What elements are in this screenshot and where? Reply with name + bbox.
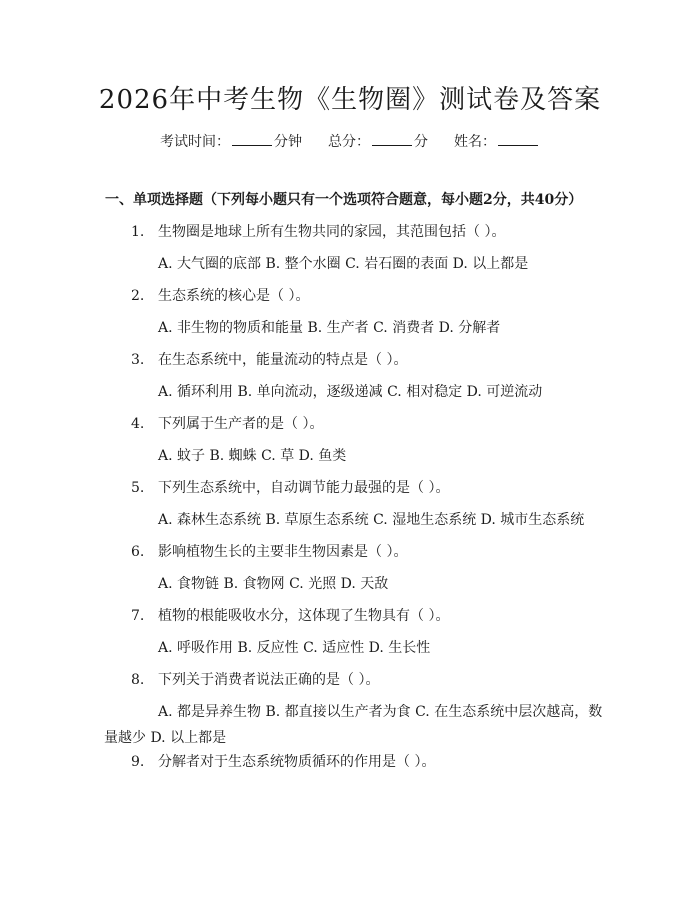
score-blank [372,131,412,146]
page-title: 2026年中考生物《生物圈》测试卷及答案 [98,85,602,115]
question-text: 下列属于生产者的是（ ）。 [158,416,324,432]
question-options: A. 食物链 B. 食物网 C. 光照 D. 天敌 [158,576,389,592]
time-label: 考试时间： [160,134,230,150]
question-options: A. 大气圈的底部 B. 整个水圈 C. 岩石圈的表面 D. 以上都是 [158,256,529,272]
question-options: A. 森林生态系统 B. 草原生态系统 C. 湿地生态系统 D. 城市生态系统 [158,512,585,528]
exam-meta-line [0,131,700,152]
section-heading: 一、单项选择题（下列每小题只有一个选项符合题意，每小题2分，共40分） [105,192,583,208]
question-options: A. 非生物的物质和能量 B. 生产者 C. 消费者 D. 分解者 [158,320,501,336]
question-number: 8. [131,672,145,688]
time-unit: 分钟 [274,134,302,150]
question-text: 分解者对于生态系统物质循环的作用是（ ）。 [158,754,436,770]
question-stem [131,413,631,435]
score-unit: 分 [414,134,428,150]
question-number: 6. [131,544,145,560]
question-number: 5. [131,480,145,496]
question-text: 在生态系统中，能量流动的特点是（ ）。 [158,352,408,368]
time-blank [232,131,272,146]
question-text: 影响植物生长的主要非生物因素是（ ）。 [158,544,408,560]
question-number: 4. [131,416,145,432]
question-text: 下列关于消费者说法正确的是（ ）。 [158,672,380,688]
question-number: 3. [131,352,145,368]
question-number: 9. [131,754,145,770]
question-text: 生态系统的核心是（ ）。 [158,288,310,304]
question-text: 下列生态系统中，自动调节能力最强的是（ ）。 [158,480,450,496]
question-text: 生物圈是地球上所有生物共同的家园，其范围包括（ ）。 [158,224,506,240]
question-stem [131,349,631,371]
question-options: A. 都是异养生物 B. 都直接以生产者为食 C. 在生态系统中层次越高，数量越少 D. 以上都是 [104,704,603,746]
question-stem [131,477,631,499]
name-label: 姓名： [454,134,496,150]
question-options: A. 呼吸作用 B. 反应性 C. 适应性 D. 生长性 [158,640,431,656]
question-text: 植物的根能吸收水分，这体现了生物具有（ ）。 [158,608,450,624]
name-blank [498,131,538,146]
question-stem [131,541,631,563]
question-options: A. 蚊子 B. 蜘蛛 C. 草 D. 鱼类 [158,448,347,464]
question-options: A. 循环利用 B. 单向流动，逐级递减 C. 相对稳定 D. 可逆流动 [158,384,543,400]
question-number: 7. [131,608,145,624]
question-stem [131,221,631,243]
question-stem [131,751,631,773]
question-number: 1. [131,224,145,240]
question-number: 2. [131,288,145,304]
question-stem [131,669,631,691]
score-label: 总分： [328,134,370,150]
question-stem [131,285,631,307]
question-stem [131,605,631,627]
